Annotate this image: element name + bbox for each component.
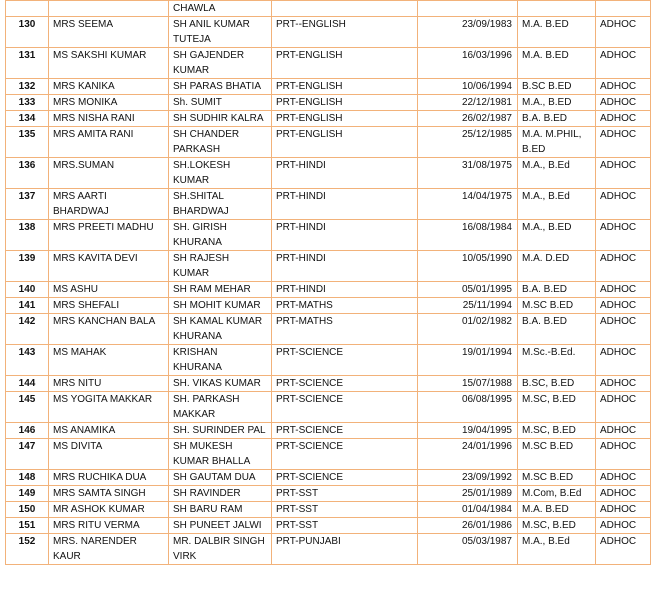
cell-sno: 131 (6, 48, 49, 79)
cell-qualification: M.A., B.Ed (518, 534, 596, 565)
cell-qualification: M.A. B.ED (518, 48, 596, 79)
cell-qualification: M.A. M.PHIL, B.ED (518, 127, 596, 158)
cell-sno: 139 (6, 251, 49, 282)
cell-post: PRT-PUNJABI (272, 534, 418, 565)
cell-qualification (518, 1, 596, 17)
cell-qualification: M.A., B.ED (518, 95, 596, 111)
cell-sno: 151 (6, 518, 49, 534)
cell-dob: 23/09/1992 (418, 470, 518, 486)
cell-name: MRS SHEFALI (49, 298, 169, 314)
cell-father-name: SH.SHITAL BHARDWAJ (169, 189, 272, 220)
table-row (6, 220, 651, 251)
cell-qualification: M.A., B.Ed (518, 158, 596, 189)
table-row (6, 486, 651, 502)
cell-post: PRT-ENGLISH (272, 79, 418, 95)
table-row (6, 282, 651, 298)
table-row (6, 502, 651, 518)
cell-father-name: SH MUKESH KUMAR BHALLA (169, 439, 272, 470)
cell-qualification: M.SC, B.ED (518, 392, 596, 423)
cell-qualification: M.SC, B.ED (518, 423, 596, 439)
cell-qualification: M.A., B.ED (518, 220, 596, 251)
cell-name: MS ANAMIKA (49, 423, 169, 439)
cell-status: ADHOC (596, 158, 651, 189)
cell-name: MRS KANCHAN BALA (49, 314, 169, 345)
cell-dob: 23/09/1983 (418, 17, 518, 48)
cell-status: ADHOC (596, 392, 651, 423)
cell-status: ADHOC (596, 439, 651, 470)
cell-name: MRS AARTI BHARDWAJ (49, 189, 169, 220)
cell-status (596, 1, 651, 17)
table-row (6, 298, 651, 314)
cell-status: ADHOC (596, 486, 651, 502)
cell-sno: 133 (6, 95, 49, 111)
cell-name: MRS AMITA RANI (49, 127, 169, 158)
cell-name: MS DIVITA (49, 439, 169, 470)
cell-status: ADHOC (596, 298, 651, 314)
cell-sno: 147 (6, 439, 49, 470)
cell-sno: 142 (6, 314, 49, 345)
cell-sno (6, 1, 49, 17)
cell-post: PRT-SCIENCE (272, 470, 418, 486)
cell-status: ADHOC (596, 189, 651, 220)
cell-status: ADHOC (596, 111, 651, 127)
cell-qualification: M.SC B.ED (518, 298, 596, 314)
table-row (6, 470, 651, 486)
cell-post: PRT-SST (272, 486, 418, 502)
cell-name: MS SAKSHI KUMAR (49, 48, 169, 79)
cell-name: MS MAHAK (49, 345, 169, 376)
cell-status: ADHOC (596, 282, 651, 298)
cell-status: ADHOC (596, 314, 651, 345)
cell-father-name: SH KAMAL KUMAR KHURANA (169, 314, 272, 345)
cell-name: MRS KANIKA (49, 79, 169, 95)
cell-dob: 16/08/1984 (418, 220, 518, 251)
cell-sno: 136 (6, 158, 49, 189)
table-row (6, 189, 651, 220)
cell-dob: 05/01/1995 (418, 282, 518, 298)
cell-name: MRS NITU (49, 376, 169, 392)
cell-father-name: SH ANIL KUMAR TUTEJA (169, 17, 272, 48)
cell-father-name: SH. PARKASH MAKKAR (169, 392, 272, 423)
cell-qualification: M.A. B.ED (518, 17, 596, 48)
cell-name: MS YOGITA MAKKAR (49, 392, 169, 423)
cell-father-name: SH CHANDER PARKASH (169, 127, 272, 158)
cell-status: ADHOC (596, 423, 651, 439)
cell-father-name: SH PUNEET JALWI (169, 518, 272, 534)
cell-post (272, 1, 418, 17)
cell-dob (418, 1, 518, 17)
cell-sno: 146 (6, 423, 49, 439)
cell-sno: 132 (6, 79, 49, 95)
cell-name: MRS NISHA RANI (49, 111, 169, 127)
cell-name: MRS SAMTA SINGH (49, 486, 169, 502)
table-row (6, 345, 651, 376)
cell-name: MRS.SUMAN (49, 158, 169, 189)
cell-post: PRT-ENGLISH (272, 127, 418, 158)
cell-status: ADHOC (596, 518, 651, 534)
cell-status: ADHOC (596, 17, 651, 48)
table-row (6, 534, 651, 565)
cell-name: MS ASHU (49, 282, 169, 298)
cell-father-name: SH RAVINDER (169, 486, 272, 502)
cell-father-name: MR. DALBIR SINGH VIRK (169, 534, 272, 565)
cell-name: MRS PREETI MADHU (49, 220, 169, 251)
cell-qualification: B.SC B.ED (518, 79, 596, 95)
table-row (6, 251, 651, 282)
cell-father-name: SH SUDHIR KALRA (169, 111, 272, 127)
cell-father-name: SH RAJESH KUMAR (169, 251, 272, 282)
cell-post: PRT-MATHS (272, 314, 418, 345)
cell-sno: 143 (6, 345, 49, 376)
cell-dob: 06/08/1995 (418, 392, 518, 423)
cell-post: PRT-HINDI (272, 189, 418, 220)
cell-name: MRS RUCHIKA DUA (49, 470, 169, 486)
table-row (6, 392, 651, 423)
cell-status: ADHOC (596, 48, 651, 79)
cell-post: PRT-ENGLISH (272, 48, 418, 79)
table-row (6, 111, 651, 127)
cell-dob: 01/04/1984 (418, 502, 518, 518)
staff-table-body (6, 1, 651, 565)
cell-post: PRT-ENGLISH (272, 111, 418, 127)
cell-sno: 140 (6, 282, 49, 298)
cell-qualification: M.SC B.ED (518, 439, 596, 470)
staff-table (5, 0, 651, 565)
cell-dob: 25/12/1985 (418, 127, 518, 158)
cell-sno: 145 (6, 392, 49, 423)
table-row (6, 314, 651, 345)
cell-post: PRT-SST (272, 518, 418, 534)
cell-status: ADHOC (596, 251, 651, 282)
table-row (6, 518, 651, 534)
cell-name: MR ASHOK KUMAR (49, 502, 169, 518)
cell-dob: 25/01/1989 (418, 486, 518, 502)
cell-father-name: SH GAUTAM DUA (169, 470, 272, 486)
table-row-continuation (6, 1, 651, 17)
cell-dob: 16/03/1996 (418, 48, 518, 79)
cell-father-name: SH BARU RAM (169, 502, 272, 518)
cell-post: PRT-SST (272, 502, 418, 518)
cell-qualification: M.A. D.ED (518, 251, 596, 282)
cell-dob: 10/05/1990 (418, 251, 518, 282)
table-row (6, 127, 651, 158)
cell-qualification: B.A. B.ED (518, 111, 596, 127)
cell-sno: 148 (6, 470, 49, 486)
cell-sno: 137 (6, 189, 49, 220)
cell-father-name: SH. GIRISH KHURANA (169, 220, 272, 251)
cell-sno: 134 (6, 111, 49, 127)
cell-post: PRT-SCIENCE (272, 392, 418, 423)
cell-status: ADHOC (596, 127, 651, 158)
cell-father-name: Sh. SUMIT (169, 95, 272, 111)
cell-status: ADHOC (596, 220, 651, 251)
cell-dob: 05/03/1987 (418, 534, 518, 565)
cell-name: MRS SEEMA (49, 17, 169, 48)
cell-sno: 144 (6, 376, 49, 392)
cell-status: ADHOC (596, 534, 651, 565)
cell-qualification: B.SC, B.ED (518, 376, 596, 392)
cell-dob: 01/02/1982 (418, 314, 518, 345)
cell-status: ADHOC (596, 79, 651, 95)
cell-father-name: SH. SURINDER PAL (169, 423, 272, 439)
cell-father-name: SH PARAS BHATIA (169, 79, 272, 95)
cell-sno: 130 (6, 17, 49, 48)
cell-dob: 24/01/1996 (418, 439, 518, 470)
cell-status: ADHOC (596, 376, 651, 392)
table-row (6, 48, 651, 79)
cell-status: ADHOC (596, 345, 651, 376)
cell-dob: 26/02/1987 (418, 111, 518, 127)
table-row (6, 439, 651, 470)
cell-qualification: B.A. B.ED (518, 282, 596, 298)
cell-post: PRT-HINDI (272, 220, 418, 251)
cell-father-name: CHAWLA (169, 1, 272, 17)
cell-qualification: M.SC, B.ED (518, 518, 596, 534)
cell-name: MRS MONIKA (49, 95, 169, 111)
cell-dob: 15/07/1988 (418, 376, 518, 392)
cell-qualification: M.A., B.Ed (518, 189, 596, 220)
cell-dob: 26/01/1986 (418, 518, 518, 534)
staff-table-container (5, 0, 650, 565)
cell-dob: 14/04/1975 (418, 189, 518, 220)
cell-qualification: M.Sc.-B.Ed. (518, 345, 596, 376)
cell-name: MRS KAVITA DEVI (49, 251, 169, 282)
cell-father-name: SH.LOKESH KUMAR (169, 158, 272, 189)
cell-dob: 19/01/1994 (418, 345, 518, 376)
cell-dob: 31/08/1975 (418, 158, 518, 189)
cell-post: PRT-SCIENCE (272, 439, 418, 470)
cell-post: PRT-HINDI (272, 282, 418, 298)
cell-dob: 10/06/1994 (418, 79, 518, 95)
cell-father-name: SH. VIKAS KUMAR (169, 376, 272, 392)
cell-post: PRT-ENGLISH (272, 95, 418, 111)
cell-qualification: M.Com, B.Ed (518, 486, 596, 502)
cell-post: PRT-SCIENCE (272, 376, 418, 392)
cell-name: MRS RITU VERMA (49, 518, 169, 534)
table-row (6, 17, 651, 48)
cell-post: PRT-SCIENCE (272, 423, 418, 439)
cell-qualification: M.A. B.ED (518, 502, 596, 518)
cell-father-name: KRISHAN KHURANA (169, 345, 272, 376)
cell-qualification: M.SC B.ED (518, 470, 596, 486)
cell-dob: 22/12/1981 (418, 95, 518, 111)
table-row (6, 423, 651, 439)
cell-status: ADHOC (596, 502, 651, 518)
cell-post: PRT--ENGLISH (272, 17, 418, 48)
cell-father-name: SH MOHIT KUMAR (169, 298, 272, 314)
cell-sno: 150 (6, 502, 49, 518)
cell-dob: 25/11/1994 (418, 298, 518, 314)
cell-sno: 152 (6, 534, 49, 565)
cell-post: PRT-HINDI (272, 158, 418, 189)
cell-qualification: B.A. B.ED (518, 314, 596, 345)
table-row (6, 376, 651, 392)
cell-dob: 19/04/1995 (418, 423, 518, 439)
cell-post: PRT-SCIENCE (272, 345, 418, 376)
cell-name: MRS. NARENDER KAUR (49, 534, 169, 565)
cell-status: ADHOC (596, 95, 651, 111)
cell-father-name: SH RAM MEHAR (169, 282, 272, 298)
cell-sno: 138 (6, 220, 49, 251)
cell-father-name: SH GAJENDER KUMAR (169, 48, 272, 79)
table-row (6, 95, 651, 111)
cell-sno: 135 (6, 127, 49, 158)
cell-name (49, 1, 169, 17)
cell-post: PRT-MATHS (272, 298, 418, 314)
table-row (6, 79, 651, 95)
table-row (6, 158, 651, 189)
cell-post: PRT-HINDI (272, 251, 418, 282)
cell-sno: 141 (6, 298, 49, 314)
cell-status: ADHOC (596, 470, 651, 486)
cell-sno: 149 (6, 486, 49, 502)
